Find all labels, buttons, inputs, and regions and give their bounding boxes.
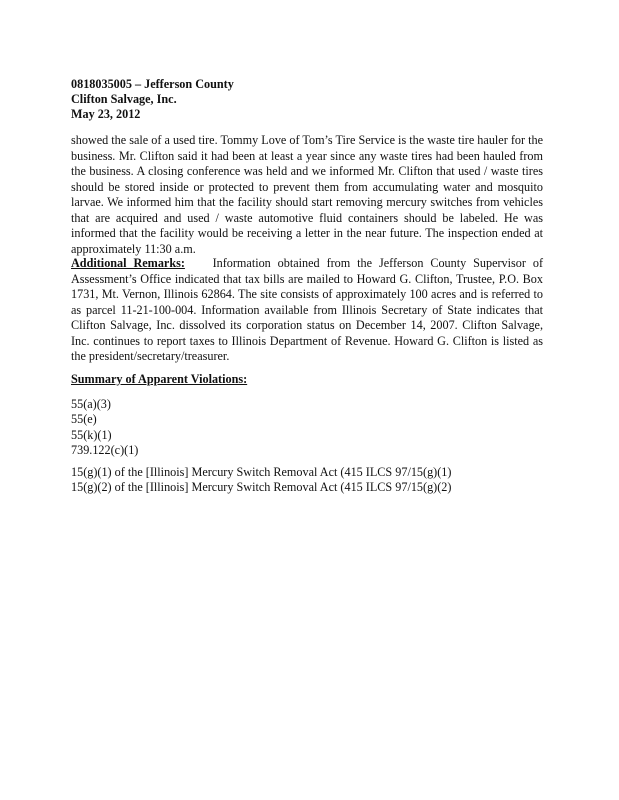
facility-name-line: Clifton Salvage, Inc. — [71, 92, 177, 106]
additional-remarks-paragraph — [71, 256, 543, 365]
violation-item: 55(a)(3) — [71, 397, 111, 411]
mercury-violation-item: 15(g)(2) of the [Illinois] Mercury Switch Removal Act (415 ILCS 97/15(g)(2) — [71, 480, 452, 495]
inspection-date-line: May 23, 2012 — [71, 107, 141, 121]
violation-item: 55(e) — [71, 412, 97, 427]
inspection-narrative-paragraph: showed the sale of a used tire. Tommy Love of Tom’s Tire Service is the waste tire hauler for the business. Mr. Clifton said it had been at least a year since any waste tires had been hauled from the business. A closing conference was held and we informed Mr. Clifton that used / waste tires should be stored inside or protected to prevent them from accumulating water and mosquito larvae. We informed him that the facility should start removing mercury switches from vehicles that are acquired and used / waste automotive fluid containers should be labeled. He was informed that the facility would be receiving a letter in the near future. The inspection ended at approximately 11:30 a.m. — [71, 133, 543, 256]
violations-list — [71, 397, 138, 458]
additional-remarks-text: Information obtained from the Jefferson County Supervisor of Assessment’s Office indicated that tax bills are mailed to Howard G. Clifton, Trustee, P.O. Box 1731, Mt. Vernon, Illinois 62864. The site consists of approximately 100 acres and is referred to as parcel 11-21-100-004. Information available from Illinois Secretary of State indicates that Clifton Salvage, Inc. dissolved its corporation status on December 14, 2007. Clifton Salvage, Inc. continues to report taxes to Illinois Department of Revenue. Howard G. Clifton is listed as the president/secretary/treasurer. — [71, 256, 543, 363]
mercury-violation-item: 15(g)(1) of the [Illinois] Mercury Switch Removal Act (415 ILCS 97/15(g)(1) — [71, 465, 452, 479]
document-header — [71, 77, 234, 122]
violation-item: 55(k)(1) — [71, 427, 112, 442]
case-number-line: 0818035005 – Jefferson County — [71, 77, 234, 91]
mercury-violations-list — [71, 465, 451, 496]
additional-remarks-label: Additional Remarks: — [71, 256, 185, 270]
summary-heading: Summary of Apparent Violations: — [71, 372, 248, 386]
violation-item: 739.122(c)(1) — [71, 442, 139, 457]
